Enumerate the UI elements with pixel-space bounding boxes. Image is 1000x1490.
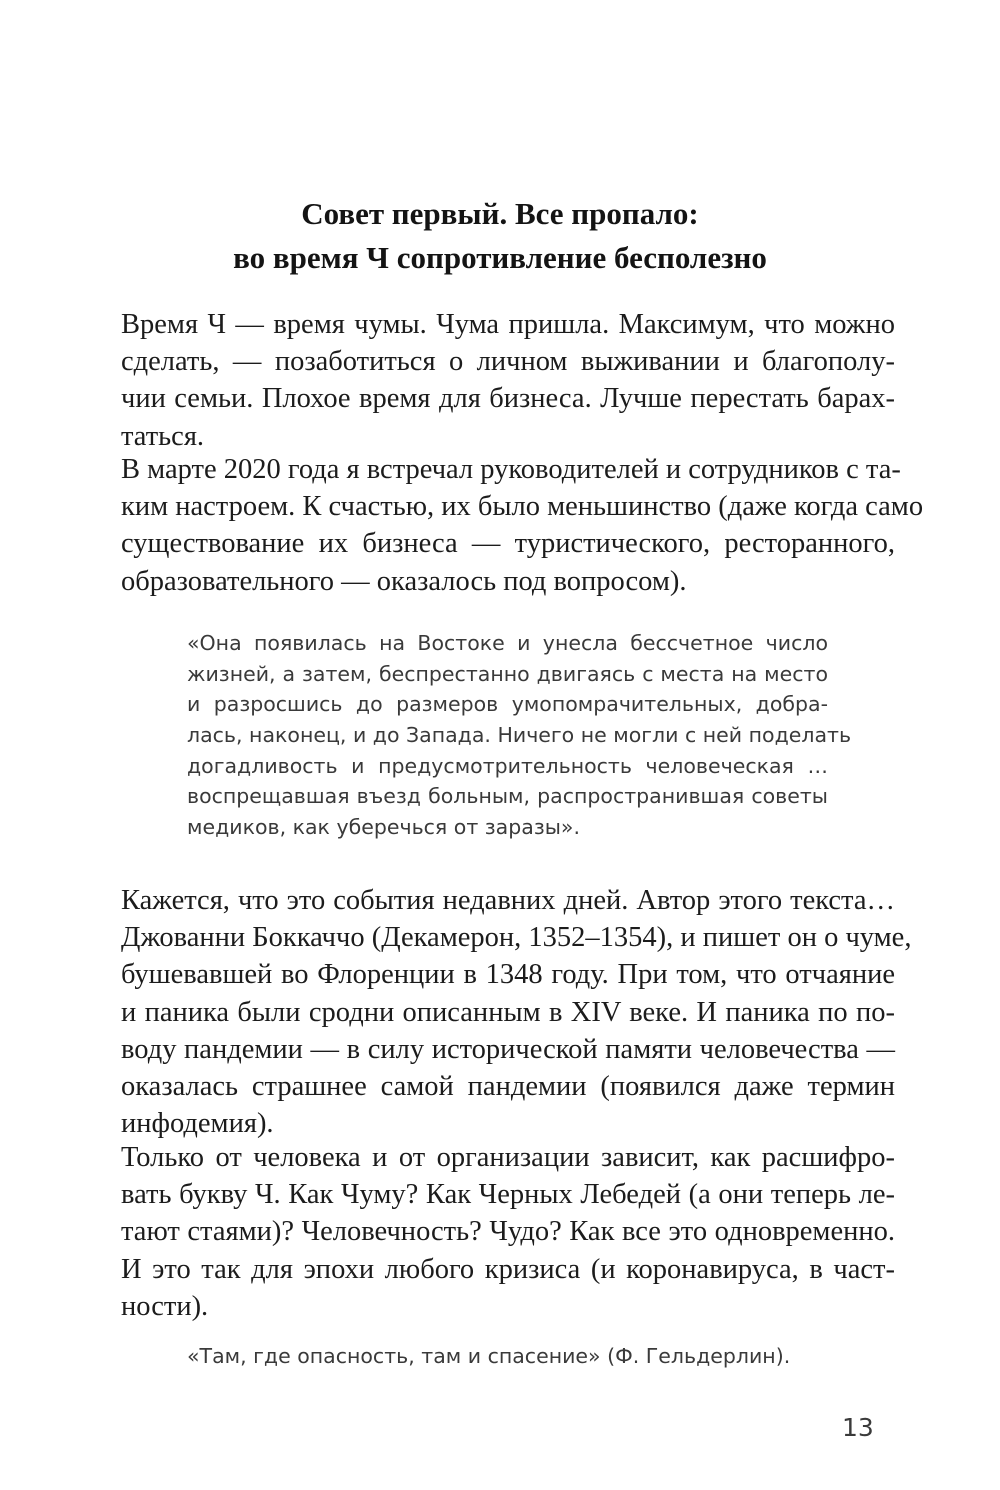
text-line: ности). (121, 1290, 209, 1322)
text-line: и паника были сродни описанным в XIV веке. И паника по по- (121, 996, 895, 1028)
text-line: существование их бизнеса — туристического, ресторанного, (121, 528, 895, 560)
text-line: Время Ч — время чумы. Чума пришла. Максимум, что можно (121, 309, 895, 340)
quote-line: и разросшись до размеров умопомрачительных, добра- (187, 692, 828, 717)
text-line: ким настроем. К счастью, их было меньшинство (даже когда само (121, 491, 924, 523)
text-line: Кажется, что это события недавних дней. Автор этого текста… (121, 885, 895, 916)
text-line: образовательного — оказалось под вопросом). (121, 565, 687, 597)
text-line: бушевавшей во Флоренции в 1348 году. При том, что отчаяние (121, 959, 895, 991)
quote-line: догадливость и предусмотрительность человеческая … (187, 753, 828, 778)
quote-line: жизней, а затем, беспрестанно двигаясь с места на место (187, 661, 828, 686)
paragraph-3 (121, 882, 912, 1142)
text-line: чии семьи. Плохое время для бизнеса. Лучше перестать барах- (121, 383, 895, 415)
text-line: Только от человека и от организации зависит, как расшифро- (121, 1142, 895, 1173)
text-line: сделать, — позаботиться о личном выживании и благополу- (121, 346, 895, 378)
text-line: Джованни Боккаччо (Декамерон, 1352–1354), и пишет он о чуме, (121, 922, 912, 954)
epigraph: «Там, где опасность, там и спасение» (Ф. Гельдерлин). (187, 1344, 791, 1368)
text-line: вать букву Ч. Как Чуму? Как Черных Лебедей (а они теперь ле- (121, 1179, 895, 1211)
paragraph-1 (121, 306, 895, 455)
text-line: оказалась страшнее самой пандемии (появился даже термин (121, 1070, 895, 1102)
chapter-title-line-1: Совет первый. Все пропало: (301, 196, 699, 231)
text-line: инфодемия). (121, 1108, 274, 1140)
text-line: воду пандемии — в силу исторической памяти человечества — (121, 1033, 895, 1065)
quote-line: «Она появилась на Востоке и унесла бессчетное число (187, 631, 828, 655)
paragraph-2 (121, 451, 924, 600)
quote-line: лась, наконец, и до Запада. Ничего не могли с ней поделать (187, 723, 852, 748)
text-line: В марте 2020 года я встречал руководителей и сотрудников с та- (121, 454, 901, 485)
chapter-title-line-2: во время Ч сопротивление бесполезно (233, 240, 767, 275)
page-number: 13 (842, 1413, 874, 1442)
chapter-title (0, 192, 1000, 280)
quote-line: медиков, как уберечься от заразы». (187, 815, 580, 840)
text-line: таться. (121, 420, 205, 452)
paragraph-4 (121, 1139, 895, 1325)
block-quote (187, 628, 852, 843)
quote-line: воспрещавшая въезд больным, распространившая советы (187, 784, 828, 809)
text-line: И это так для эпохи любого кризиса (и коронавируса, в част- (121, 1253, 895, 1285)
text-line: тают стаями)? Человечность? Чудо? Как все это одновременно. (121, 1216, 895, 1248)
